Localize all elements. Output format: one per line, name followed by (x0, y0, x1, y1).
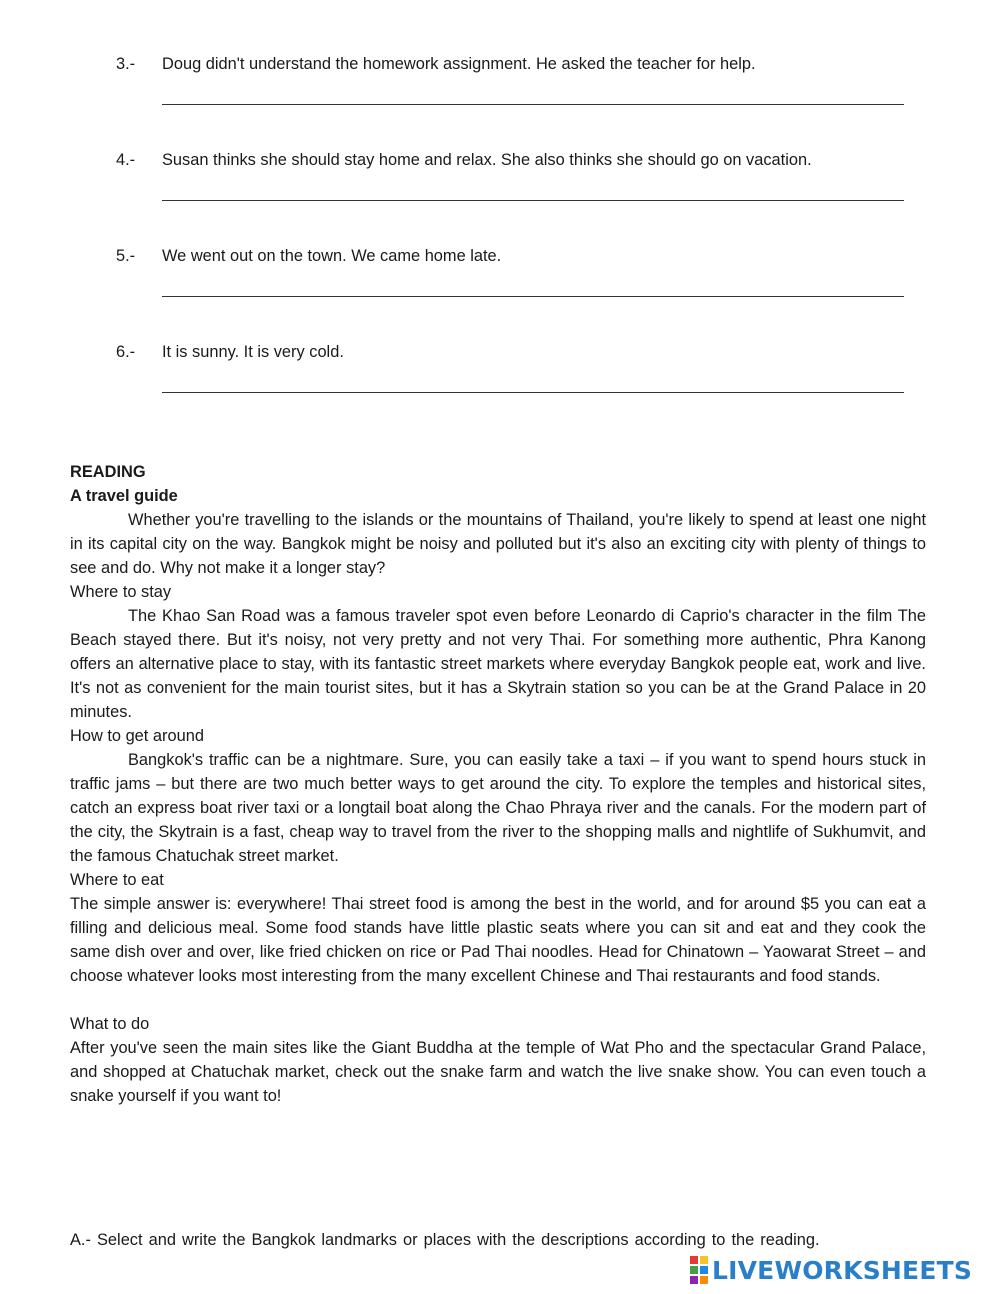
stay-paragraph: The Khao San Road was a famous traveler spot even before Leonardo di Caprio's character in the film The Beach stayed there. But it's noisy, not very pretty and not very Thai. For something more authentic, Phra Kanong offers an alternative place to stay, with its fantastic street markets where everyday Bangkok people eat, work and live. It's not as convenient for the main tourist sites, but it has a Skytrain station so you can be at the Grand Palace in 20 minutes. (70, 607, 926, 721)
logo-block (700, 1256, 708, 1264)
around-heading: How to get around (70, 727, 204, 745)
exercise-sentence: It is sunny. It is very cold. (162, 343, 344, 361)
answer-input-4[interactable] (162, 188, 904, 201)
logo-blocks-icon (690, 1256, 708, 1284)
exercise-sentence: We went out on the town. We came home late. (162, 247, 502, 265)
exercise-sentence: Doug didn't understand the homework assignment. He asked the teacher for help. (162, 55, 756, 73)
eat-heading: Where to eat (70, 871, 164, 889)
exercise-number: 3.- (116, 55, 136, 73)
logo-text: LIVEWORKSHEETS (712, 1255, 973, 1285)
exercise-number: 4.- (116, 151, 136, 169)
stay-heading: Where to stay (70, 583, 172, 601)
do-heading: What to do (70, 1015, 150, 1033)
logo-block (690, 1256, 698, 1264)
reading-title: A travel guide (70, 487, 178, 505)
reading-heading: READING (70, 463, 146, 481)
do-paragraph: After you've seen the main sites like the Giant Buddha at the temple of Wat Pho and the spectacular Grand Palace, and shopped at Chatuchak market, check out the snake farm and watch the live snake show. You can even touch a snake yourself if you want to! (70, 1039, 926, 1105)
eat-paragraph: The simple answer is: everywhere! Thai street food is among the best in the world, and for around $5 you can eat a filling and delicious meal. Some food stands have little plastic seats where you can sit and eat and they cook the same dish over and over, like fried chicken on rice or Pad Thai noodles. Head for Chinatown – Yaowarat Street – and choose whatever looks most interesting from the many excellent Chinese and Thai restaurants and food stands. (70, 895, 926, 985)
logo-block (690, 1276, 698, 1284)
answer-input-3[interactable] (162, 92, 904, 105)
liveworksheets-logo (690, 1254, 972, 1286)
reading-section (70, 460, 926, 1108)
logo-block (700, 1266, 708, 1274)
logo-block (700, 1276, 708, 1284)
intro-paragraph: Whether you're travelling to the islands or the mountains of Thailand, you're likely to spend at least one night in its capital city on the way. Bangkok might be noisy and polluted but it's also an exciting city with plenty of things to see and do. Why not make it a longer stay? (70, 511, 926, 577)
logo-block (690, 1266, 698, 1274)
exercise-number: 6.- (116, 343, 136, 361)
exercise-sentence: Susan thinks she should stay home and relax. She also thinks she should go on vacation. (162, 151, 812, 169)
answer-input-5[interactable] (162, 284, 904, 297)
paragraph-gap (70, 988, 926, 1012)
exercise-number: 5.- (116, 247, 136, 265)
answer-input-6[interactable] (162, 380, 904, 393)
instruction-text: A.- Select and write the Bangkok landmarks or places with the descriptions according to the reading. (70, 1231, 820, 1249)
around-paragraph: Bangkok's traffic can be a nightmare. Sure, you can easily take a taxi – if you want to spend hours stuck in traffic jams – but there are two much better ways to get around the city. To explore the temples and historical sites, catch an express boat river taxi or a longtail boat along the Chao Phraya river and the canals. For the modern part of the city, the Skytrain is a fast, cheap way to travel from the river to the shopping malls and nightlife of Sukhumvit, and the famous Chatuchak street market. (70, 751, 926, 865)
